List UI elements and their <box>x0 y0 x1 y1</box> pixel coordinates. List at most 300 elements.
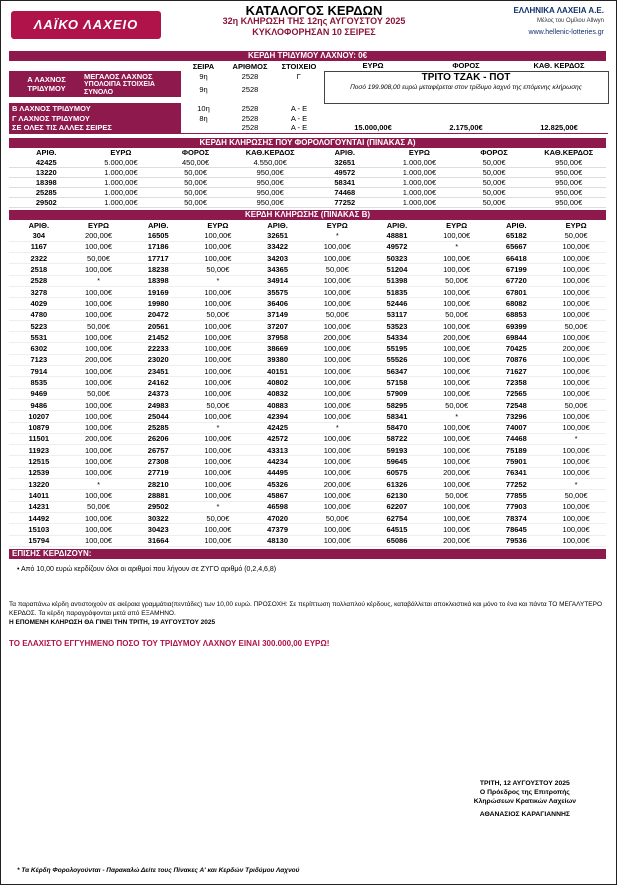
ticket-number: 30423 <box>128 524 188 535</box>
prize-cell: 100,00€ <box>307 320 367 331</box>
prize-cell: 950,00€ <box>233 188 308 198</box>
col-header: ΑΡΙΘ. <box>334 148 356 157</box>
prize-cell: 50,00€ <box>188 399 248 410</box>
ticket-number: 40883 <box>248 399 308 410</box>
prize-cell: 100,00€ <box>307 275 367 286</box>
jackpot-title: ΤΡΙΤΟ ΤΖΑΚ - ΠΟΤ <box>421 71 511 83</box>
table-row <box>9 230 606 241</box>
ticket-number: 11923 <box>9 445 69 456</box>
prize-cell: 100,00€ <box>546 264 606 275</box>
prize-cell: 200,00€ <box>69 433 129 444</box>
ticket-number: 77855 <box>487 490 547 501</box>
ticket-number: 19980 <box>128 298 188 309</box>
ticket-number: 66418 <box>487 253 547 264</box>
prize-cell: 50,00€ <box>546 320 606 331</box>
prize-cell: 200,00€ <box>427 535 487 546</box>
ticket-number: 58722 <box>367 433 427 444</box>
ticket-number: 32651 <box>248 230 308 241</box>
table-row <box>9 399 606 410</box>
prize-cell: 100,00€ <box>69 399 129 410</box>
row-desc: ΥΠΟΛΟΙΠΑ ΣΤΟΙΧΕΙΑ ΣΥΝΟΛΟ <box>81 81 181 97</box>
ticket-number: 14011 <box>9 490 69 501</box>
ticket-number: 65086 <box>367 535 427 546</box>
col-header: ΑΡΙΘ. <box>28 220 50 230</box>
table-row <box>9 275 606 286</box>
prize-cell: 100,00€ <box>307 241 367 252</box>
table-row <box>9 286 606 297</box>
table-row <box>9 264 606 275</box>
table-row <box>9 241 606 252</box>
prize-cell: 950,00€ <box>531 158 606 168</box>
ticket-number: 4780 <box>9 309 69 320</box>
prize-cell: 100,00€ <box>546 253 606 264</box>
footnote: * Τα Κέρδη Φορολογούνται - Παρακαλώ Δείτε τους Πίνακες Α' και Κερδών Τριδύμου Λαχνού <box>17 867 300 874</box>
ticket-number: 11501 <box>9 433 69 444</box>
prize-cell: 1.000,00€ <box>382 178 457 188</box>
ticket-number: 304 <box>9 230 69 241</box>
row-series: 10η <box>197 103 210 113</box>
ticket-number: 60575 <box>367 467 427 478</box>
ticket-number: 62207 <box>367 501 427 512</box>
prize-cell: * <box>188 501 248 512</box>
ticket-number: 2528 <box>9 275 69 286</box>
other-series-label: ΣΕ ΟΛΕΣ ΤΙΣ ΑΛΛΕΣ ΣΕΙΡΕΣ <box>9 123 181 133</box>
col-net: ΚΑΘ. ΚΕΡΔΟΣ <box>533 61 585 71</box>
ticket-number: 12539 <box>9 467 69 478</box>
ticket-number: 54334 <box>367 332 427 343</box>
a-triple-label: Α ΛΑΧΝΟΣ ΤΡΙΔΥΜΟΥ <box>9 71 81 97</box>
ticket-number: 49572 <box>308 168 383 178</box>
prize-cell: 1.000,00€ <box>382 158 457 168</box>
table-row <box>9 178 606 188</box>
ticket-number: 29502 <box>9 198 84 208</box>
also-win-bar: ΕΠΙΣΗΣ ΚΕΡΔΙΖΟΥΝ: <box>9 549 606 559</box>
ticket-number: 52446 <box>367 298 427 309</box>
row-number: 2528 <box>241 113 259 123</box>
prize-cell: 950,00€ <box>233 168 308 178</box>
ticket-number: 24983 <box>128 399 188 410</box>
prize-cell: 100,00€ <box>188 253 248 264</box>
ticket-number: 37149 <box>248 309 308 320</box>
ticket-number: 77252 <box>487 479 547 490</box>
prize-cell: 100,00€ <box>307 366 367 377</box>
ticket-number: 12515 <box>9 456 69 467</box>
prize-cell: 100,00€ <box>546 309 606 320</box>
prize-cell: 100,00€ <box>69 298 129 309</box>
table-row <box>9 467 606 478</box>
prize-cell: 50,00€ <box>546 399 606 410</box>
col-header: ΑΡΙΘ. <box>386 220 408 230</box>
ticket-number: 23451 <box>128 366 188 377</box>
prize-cell: 100,00€ <box>188 433 248 444</box>
prize-cell: 50,00€ <box>427 275 487 286</box>
prize-cell: 100,00€ <box>307 456 367 467</box>
prize-cell: 100,00€ <box>427 366 487 377</box>
prize-cell: 100,00€ <box>69 264 129 275</box>
ticket-number: 69844 <box>487 332 547 343</box>
table-row <box>9 411 606 422</box>
col-series: ΣΕΙΡΑ <box>192 61 215 71</box>
prize-cell: 50,00€ <box>69 501 129 512</box>
ticket-number: 48130 <box>248 535 308 546</box>
ticket-number: 3278 <box>9 286 69 297</box>
col-header: ΕΥΡΩ <box>326 220 348 230</box>
prize-cell: 100,00€ <box>188 366 248 377</box>
prize-cell: 100,00€ <box>188 490 248 501</box>
prize-cell: 100,00€ <box>188 320 248 331</box>
ticket-number: 30322 <box>128 512 188 523</box>
ticket-number: 48881 <box>367 230 427 241</box>
col-header: ΚΑΘ.ΚΕΡΔΟΣ <box>245 148 295 157</box>
prize-cell: 1.000,00€ <box>84 188 159 198</box>
ticket-number: 26757 <box>128 445 188 456</box>
prize-cell: 50,00€ <box>69 253 129 264</box>
row-number: 2528 <box>226 123 274 133</box>
row-element: Γ <box>296 71 301 81</box>
series-count: ΚΥΚΛΟΦΟΡΗΣΑΝ 10 ΣΕΙΡΕΣ <box>252 27 376 37</box>
table-row <box>9 535 606 546</box>
prize-cell: 100,00€ <box>307 298 367 309</box>
prize-cell: * <box>546 479 606 490</box>
ticket-number: 37958 <box>248 332 308 343</box>
ticket-number: 26206 <box>128 433 188 444</box>
prize-cell: 100,00€ <box>188 411 248 422</box>
prize-cell: 100,00€ <box>546 456 606 467</box>
ticket-number: 34203 <box>248 253 308 264</box>
ticket-number: 75901 <box>487 456 547 467</box>
col-tax: ΦΟΡΟΣ <box>452 61 480 71</box>
conditions <box>9 565 606 574</box>
table-row <box>9 422 606 433</box>
col-number: ΑΡΙΘΜΟΣ <box>232 61 268 71</box>
org-member: Μέλος του Ομίλου Allwyn <box>536 18 604 24</box>
prize-cell: 100,00€ <box>188 388 248 399</box>
prize-cell: 200,00€ <box>307 332 367 343</box>
row-desc: ΜΕΓΑΛΟΣ ΛΑΧΝΟΣ <box>81 71 181 81</box>
ticket-number: 37207 <box>248 320 308 331</box>
prize-cell: 1.000,00€ <box>84 178 159 188</box>
even-rule: • Από 10,00 ευρώ κερδίζουν όλοι οι αριθμοί που λήγουν σε ΖΥΓΟ αριθμό (0,2,4,6,8) <box>17 565 277 573</box>
ticket-number: 20561 <box>128 320 188 331</box>
row-number: 2528 <box>241 84 259 94</box>
ticket-number: 53117 <box>367 309 427 320</box>
prize-cell: 100,00€ <box>546 512 606 523</box>
ticket-number: 10879 <box>9 422 69 433</box>
prize-cell: 100,00€ <box>188 343 248 354</box>
ticket-number: 75189 <box>487 445 547 456</box>
ticket-number: 78645 <box>487 524 547 535</box>
prize-cell: 100,00€ <box>546 354 606 365</box>
ticket-number: 16505 <box>128 230 188 241</box>
ticket-number: 44234 <box>248 456 308 467</box>
prize-cell: 50,00€ <box>457 158 532 168</box>
org-name: ΕΛΛΗΝΙΚΑ ΛΑΧΕΙΑ Α.Ε. <box>513 6 604 15</box>
prize-cell: 100,00€ <box>427 501 487 512</box>
ticket-number: 49572 <box>367 241 427 252</box>
prize-cell: 50,00€ <box>158 178 233 188</box>
ticket-number: 23020 <box>128 354 188 365</box>
ticket-number: 42425 <box>9 158 84 168</box>
ticket-number: 68853 <box>487 309 547 320</box>
prize-cell: 200,00€ <box>69 230 129 241</box>
prize-cell: 950,00€ <box>531 198 606 208</box>
notice-text: Τα παραπάνω κέρδη αντιστοιχούν σε ακέραια γραμμάτια(πεντάδες) των 10,00 ευρώ. ΠΡΟΣΟΧΗ: Σε περίπτωση πολλαπλού κέρδους, καταβάλλεται αποκλειστικά και μόνο το ένα και πάντα ΤΟ ΜΕΓΑΛΥΤΕΡΟ ΚΕΡΔΟΣ. Τα κέρδη παραγράφονται μετά από ΕΞΑΜΗΝΟ. <box>9 600 603 617</box>
prize-cell: 100,00€ <box>427 377 487 388</box>
prize-cell: * <box>69 479 129 490</box>
sign-name: ΑΘΑΝΑΣΙΟΣ ΚΑΡΑΓΙΑΝΝΗΣ <box>479 811 570 818</box>
prize-cell: 50,00€ <box>546 230 606 241</box>
ticket-number: 44495 <box>248 467 308 478</box>
prize-cell: 100,00€ <box>427 422 487 433</box>
col-header: ΕΥΡΩ <box>565 220 587 230</box>
table-row <box>9 168 606 178</box>
title-block <box>189 5 439 38</box>
prize-cell: 100,00€ <box>188 298 248 309</box>
ticket-number: 7123 <box>9 354 69 365</box>
ticket-number: 42572 <box>248 433 308 444</box>
table-row <box>9 366 606 377</box>
table-b-bar: ΚΕΡΔΗ ΚΛΗΡΩΣΗΣ (ΠΙΝΑΚΑΣ Β) <box>9 210 606 220</box>
row-net: 12.825,00€ <box>510 123 608 133</box>
org-url[interactable]: www.hellenic-lotteries.gr <box>528 29 604 36</box>
prize-cell: 50,00€ <box>546 490 606 501</box>
ticket-number: 34914 <box>248 275 308 286</box>
ticket-number: 69399 <box>487 320 547 331</box>
prize-cell: 100,00€ <box>69 467 129 478</box>
prize-cell: 100,00€ <box>307 433 367 444</box>
col-euro: ΕΥΡΩ <box>362 61 384 71</box>
prize-cell: 100,00€ <box>69 535 129 546</box>
prize-cell: * <box>69 275 129 286</box>
ticket-number: 5531 <box>9 332 69 343</box>
ticket-number: 77252 <box>308 198 383 208</box>
ticket-number: 24162 <box>128 377 188 388</box>
prize-cell: 50,00€ <box>158 198 233 208</box>
prize-cell: 50,00€ <box>457 168 532 178</box>
prize-cell: 100,00€ <box>307 253 367 264</box>
ticket-number: 25285 <box>128 422 188 433</box>
row-element: Α - Ε <box>274 123 324 133</box>
col-header: ΦΟΡΟΣ <box>480 148 508 157</box>
prize-cell: 100,00€ <box>188 377 248 388</box>
table-row <box>9 501 606 512</box>
prize-cell: * <box>307 422 367 433</box>
table-row <box>9 253 606 264</box>
ticket-number: 18238 <box>128 264 188 275</box>
col-header: ΑΡΙΘ. <box>36 148 57 157</box>
prize-cell: * <box>427 241 487 252</box>
ticket-number: 40802 <box>248 377 308 388</box>
table-row <box>9 332 606 343</box>
ticket-number: 42425 <box>248 422 308 433</box>
ticket-number: 55526 <box>367 354 427 365</box>
prize-cell: 100,00€ <box>69 490 129 501</box>
organization-block <box>513 5 604 38</box>
prize-cell: 100,00€ <box>546 298 606 309</box>
ticket-number: 40832 <box>248 388 308 399</box>
prize-cell: 100,00€ <box>427 264 487 275</box>
sign-date: ΤΡΙΤΗ, 12 ΑΥΓΟΥΣΤΟΥ 2025 <box>479 780 570 787</box>
prize-cell: 100,00€ <box>188 479 248 490</box>
ticket-number: 8535 <box>9 377 69 388</box>
ticket-number: 10207 <box>9 411 69 422</box>
prize-cell: 1.000,00€ <box>84 198 159 208</box>
ticket-number: 46598 <box>248 501 308 512</box>
prize-cell: 950,00€ <box>531 188 606 198</box>
draw-subtitle: 32η ΚΛΗΡΩΣΗ ΤΗΣ 12ης ΑΥΓΟΥΣΤΟΥ 2025 <box>222 16 406 26</box>
prize-cell: 100,00€ <box>69 366 129 377</box>
row-element: Α - Ε <box>290 113 308 123</box>
ticket-number: 39380 <box>248 354 308 365</box>
ticket-number: 33422 <box>248 241 308 252</box>
prize-cell: 100,00€ <box>188 524 248 535</box>
table-row <box>9 512 606 523</box>
prize-cell: 100,00€ <box>546 467 606 478</box>
prize-cell: 100,00€ <box>188 445 248 456</box>
ticket-number: 25044 <box>128 411 188 422</box>
prize-cell: 100,00€ <box>427 298 487 309</box>
ticket-number: 27308 <box>128 456 188 467</box>
ticket-number: 77903 <box>487 501 547 512</box>
ticket-number: 73296 <box>487 411 547 422</box>
ticket-number: 28881 <box>128 490 188 501</box>
ticket-number: 43313 <box>248 445 308 456</box>
prize-cell: 100,00€ <box>546 332 606 343</box>
ticket-number: 1167 <box>9 241 69 252</box>
ticket-number: 36406 <box>248 298 308 309</box>
ticket-number: 20472 <box>128 309 188 320</box>
header <box>9 5 606 51</box>
col-header: ΑΡΙΘ. <box>148 220 169 230</box>
prize-cell: 100,00€ <box>307 388 367 399</box>
row-element <box>274 81 324 97</box>
prize-cell: * <box>427 411 487 422</box>
prize-cell: 100,00€ <box>188 467 248 478</box>
ticket-number: 4029 <box>9 298 69 309</box>
prize-cell: 50,00€ <box>307 264 367 275</box>
ticket-number: 65182 <box>487 230 547 241</box>
prize-cell: 100,00€ <box>307 343 367 354</box>
ticket-number: 71627 <box>487 366 547 377</box>
prize-cell: 100,00€ <box>546 501 606 512</box>
prize-cell: 100,00€ <box>307 490 367 501</box>
prize-cell: 100,00€ <box>427 320 487 331</box>
page-title: ΚΑΤΑΛΟΓΟΣ ΚΕΡΔΩΝ <box>245 3 383 18</box>
prize-cell: 5.000,00€ <box>84 158 159 168</box>
prize-cell: 100,00€ <box>427 479 487 490</box>
signature-block <box>474 779 576 819</box>
ticket-number: 76341 <box>487 467 547 478</box>
row-series <box>181 123 226 133</box>
prize-cell: 100,00€ <box>188 230 248 241</box>
prize-cell: 100,00€ <box>546 275 606 286</box>
prize-cell: 100,00€ <box>307 399 367 410</box>
row-euro: 15.000,00€ <box>324 123 422 133</box>
jackpot-text: Ποσό 199.908,00 ευρώ μεταφέρεται στον τρίδυμο λαχνό της επόμενης κλήρωσης <box>350 83 582 91</box>
prize-cell: 100,00€ <box>307 501 367 512</box>
prize-cell: 100,00€ <box>546 241 606 252</box>
ticket-number: 45867 <box>248 490 308 501</box>
col-header: ΦΟΡΟΣ <box>181 148 210 157</box>
prize-cell: 950,00€ <box>233 198 308 208</box>
prize-cell: 100,00€ <box>427 433 487 444</box>
prize-cell: 100,00€ <box>546 422 606 433</box>
prize-cell: 100,00€ <box>307 535 367 546</box>
prize-cell: 100,00€ <box>427 230 487 241</box>
ticket-number: 57158 <box>367 377 427 388</box>
ticket-number: 13220 <box>9 479 69 490</box>
col-header: ΕΥΡΩ <box>88 220 110 230</box>
ticket-number: 29502 <box>128 501 188 512</box>
prize-cell: 450,00€ <box>158 158 233 168</box>
prize-cell: 100,00€ <box>427 388 487 399</box>
prize-cell: 950,00€ <box>233 178 308 188</box>
prize-cell: 100,00€ <box>69 343 129 354</box>
prize-cell: 100,00€ <box>69 332 129 343</box>
ticket-number: 9469 <box>9 388 69 399</box>
ticket-number: 51835 <box>367 286 427 297</box>
prize-cell: 100,00€ <box>69 456 129 467</box>
table-a <box>9 148 606 209</box>
prize-cell: 100,00€ <box>546 411 606 422</box>
ticket-number: 27719 <box>128 467 188 478</box>
ticket-number: 38669 <box>248 343 308 354</box>
triple-bar: ΚΕΡΔΗ ΤΡΙΔΥΜΟΥ ΛΑΧΝΟΥ: 0€ <box>9 51 606 61</box>
table-row <box>9 479 606 490</box>
prize-cell: 100,00€ <box>546 445 606 456</box>
prize-cell: 200,00€ <box>69 354 129 365</box>
prize-cell: 50,00€ <box>307 512 367 523</box>
row-tax: 2.175,00€ <box>422 123 510 133</box>
prize-cell: 200,00€ <box>427 467 487 478</box>
ticket-number: 17186 <box>128 241 188 252</box>
ticket-number: 21452 <box>128 332 188 343</box>
col-header: ΑΡΙΘ. <box>506 220 527 230</box>
ticket-number: 24373 <box>128 388 188 399</box>
prize-cell: * <box>546 433 606 444</box>
prize-cell: 1.000,00€ <box>382 188 457 198</box>
ticket-number: 62754 <box>367 512 427 523</box>
prize-cell: 100,00€ <box>69 524 129 535</box>
ticket-number: 79536 <box>487 535 547 546</box>
prize-cell: * <box>307 230 367 241</box>
prize-cell: 100,00€ <box>188 535 248 546</box>
table-b <box>9 220 606 547</box>
ticket-number: 13220 <box>9 168 84 178</box>
prize-cell: 50,00€ <box>457 198 532 208</box>
prize-cell: 100,00€ <box>546 388 606 399</box>
prize-cell: 100,00€ <box>188 332 248 343</box>
prize-cell: 100,00€ <box>427 456 487 467</box>
next-draw: Η ΕΠΟΜΕΝΗ ΚΛΗΡΩΣΗ ΘΑ ΓΙΝΕΙ ΤΗΝ ΤΡΙΤΗ, 19 ΑΥΓΟΥΣΤΟΥ 2025 <box>9 618 216 626</box>
ticket-number: 28210 <box>128 479 188 490</box>
prize-cell: 50,00€ <box>307 309 367 320</box>
ticket-number: 70876 <box>487 354 547 365</box>
ticket-number: 18398 <box>9 178 84 188</box>
prize-cell: 200,00€ <box>427 332 487 343</box>
prize-cell: 50,00€ <box>457 178 532 188</box>
row-series: 8η <box>199 113 208 123</box>
prize-cell: 100,00€ <box>427 524 487 535</box>
ticket-number: 53523 <box>367 320 427 331</box>
ticket-number: 58341 <box>367 411 427 422</box>
ticket-number: 18398 <box>128 275 188 286</box>
prize-cell: 950,00€ <box>531 168 606 178</box>
table-row <box>9 456 606 467</box>
row-series: 9η <box>199 71 208 81</box>
jackpot-box <box>324 71 608 103</box>
ticket-number: 5223 <box>9 320 69 331</box>
